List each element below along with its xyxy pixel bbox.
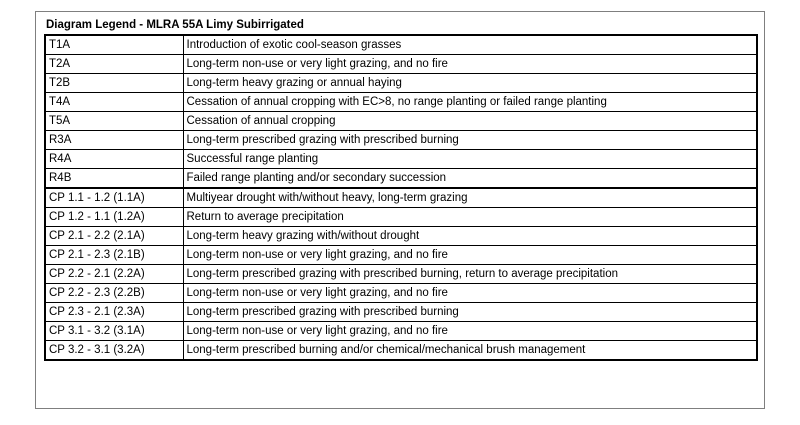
transition-description: Cessation of annual cropping with EC>8, no range planting or failed range planting [183, 93, 757, 112]
legend-row [45, 265, 757, 284]
community-pathway-code: CP 2.3 - 2.1 (2.3A) [45, 303, 183, 322]
transition-code: T2A [45, 55, 183, 74]
community-pathway-description: Long-term prescribed grazing with prescribed burning, return to average precipitation [183, 265, 757, 284]
transition-code: T2B [45, 74, 183, 93]
restoration-description: Successful range planting [183, 150, 757, 169]
legend-row [45, 341, 757, 361]
legend-row [45, 93, 757, 112]
transition-description: Long-term non-use or very light grazing, and no fire [183, 55, 757, 74]
transition-code: T1A [45, 35, 183, 55]
legend-row [45, 112, 757, 131]
legend-row [45, 246, 757, 265]
community-pathway-code: CP 1.1 - 1.2 (1.1A) [45, 188, 183, 208]
legend-row [45, 74, 757, 93]
community-pathway-description: Long-term heavy grazing with/without drought [183, 227, 757, 246]
transition-code: T4A [45, 93, 183, 112]
community-pathway-description: Long-term non-use or very light grazing, and no fire [183, 284, 757, 303]
community-pathway-code: CP 2.1 - 2.3 (2.1B) [45, 246, 183, 265]
legend-row [45, 35, 757, 55]
community-pathway-code: CP 1.2 - 1.1 (1.2A) [45, 208, 183, 227]
community-pathway-description: Long-term non-use or very light grazing, and no fire [183, 322, 757, 341]
restoration-code: R4B [45, 169, 183, 189]
transition-description: Introduction of exotic cool-season grasses [183, 35, 757, 55]
restoration-code: R3A [45, 131, 183, 150]
restoration-description: Long-term prescribed grazing with prescribed burning [183, 131, 757, 150]
restoration-description: Failed range planting and/or secondary succession [183, 169, 757, 189]
community-pathway-code: CP 3.1 - 3.2 (3.1A) [45, 322, 183, 341]
restoration-code: R4A [45, 150, 183, 169]
community-pathway-code: CP 2.2 - 2.3 (2.2B) [45, 284, 183, 303]
community-pathway-description: Multiyear drought with/without heavy, long-term grazing [183, 188, 757, 208]
legend-table [44, 34, 758, 361]
legend-row [45, 208, 757, 227]
legend-row [45, 169, 757, 189]
community-pathway-code: CP 2.1 - 2.2 (2.1A) [45, 227, 183, 246]
community-pathway-description: Long-term prescribed grazing with prescribed burning [183, 303, 757, 322]
legend-row [45, 303, 757, 322]
community-pathway-description: Long-term non-use or very light grazing, and no fire [183, 246, 757, 265]
legend-row [45, 55, 757, 74]
community-pathway-description: Return to average precipitation [183, 208, 757, 227]
transition-description: Long-term heavy grazing or annual haying [183, 74, 757, 93]
transition-description: Cessation of annual cropping [183, 112, 757, 131]
community-pathway-code: CP 3.2 - 3.1 (3.2A) [45, 341, 183, 361]
legend-title: Diagram Legend - MLRA 55A Limy Subirrigated [46, 19, 304, 31]
legend-row [45, 131, 757, 150]
transition-code: T5A [45, 112, 183, 131]
legend-row [45, 322, 757, 341]
legend-row [45, 227, 757, 246]
legend-row [45, 150, 757, 169]
community-pathway-description: Long-term prescribed burning and/or chemical/mechanical brush management [183, 341, 757, 361]
community-pathway-code: CP 2.2 - 2.1 (2.2A) [45, 265, 183, 284]
legend-row [45, 188, 757, 208]
legend-row [45, 284, 757, 303]
